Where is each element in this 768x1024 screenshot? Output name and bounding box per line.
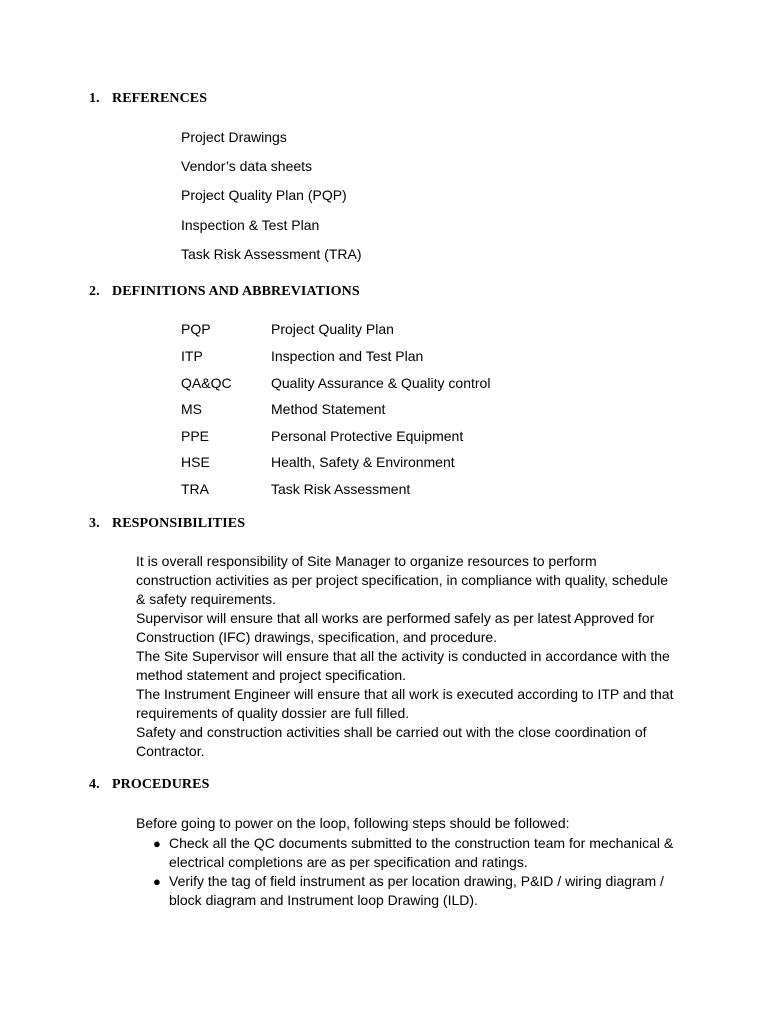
responsibility-paragraph: It is overall responsibility of Site Manager to organize resources to perform construction activities as per project specification, in compliance with quality, schedule & safety requirements. xyxy=(136,553,668,607)
responsibility-paragraph: Supervisor will ensure that all works are performed safely as per latest Approved for Construction (IFC) drawings, specification, and procedure. xyxy=(136,610,655,645)
section-number: 3. xyxy=(89,516,100,531)
section-title: PROCEDURES xyxy=(112,777,210,792)
responsibility-paragraph: The Site Supervisor will ensure that all the activity is conducted in accordance with the method statement and project specification. xyxy=(136,648,670,683)
procedures-intro: Before going to power on the loop, following steps should be followed: xyxy=(136,815,570,831)
section-heading-definitions xyxy=(89,284,360,300)
definition-row xyxy=(181,375,490,391)
definition-meaning: Method Statement xyxy=(271,401,386,417)
section-heading-procedures xyxy=(89,777,209,793)
definition-meaning: Task Risk Assessment xyxy=(271,481,411,497)
definition-abbreviation: PQP xyxy=(181,321,211,337)
section-heading-responsibilities xyxy=(89,516,245,532)
definition-abbreviation: TRA xyxy=(181,481,209,497)
definition-abbreviation: ITP xyxy=(181,348,203,364)
definition-meaning: Quality Assurance & Quality control xyxy=(271,375,491,391)
list-item xyxy=(136,834,676,872)
procedure-step: Check all the QC documents submitted to the construction team for mechanical & electrical completions are as per specification and ratings. xyxy=(169,835,674,870)
reference-item: Task Risk Assessment (TRA) xyxy=(181,246,362,262)
reference-item: Project Quality Plan (PQP) xyxy=(181,187,347,203)
bullet-icon: ● xyxy=(153,874,161,889)
procedures-list xyxy=(136,834,676,910)
definition-row xyxy=(181,401,385,417)
responsibilities-body xyxy=(136,552,676,761)
section-heading-references xyxy=(89,91,207,107)
reference-item: Vendor’s data sheets xyxy=(181,158,313,174)
procedure-step: Verify the tag of field instrument as per location drawing, P&ID / wiring diagram / block diagram and Instrument loop Drawing (ILD). xyxy=(169,873,664,908)
definition-abbreviation: MS xyxy=(181,401,202,417)
responsibility-paragraph: The Instrument Engineer will ensure that all work is executed according to ITP and that requirements of quality dossier are full filled. xyxy=(136,686,674,721)
definition-row xyxy=(181,481,410,497)
definition-abbreviation: QA&QC xyxy=(181,375,232,391)
definition-meaning: Project Quality Plan xyxy=(271,321,394,337)
section-title: RESPONSIBILITIES xyxy=(112,516,246,531)
definition-row xyxy=(181,428,463,444)
section-title: REFERENCES xyxy=(112,91,208,106)
reference-item: Project Drawings xyxy=(181,129,287,145)
definition-abbreviation: HSE xyxy=(181,454,210,470)
reference-item: Inspection & Test Plan xyxy=(181,217,320,233)
definition-row xyxy=(181,321,394,337)
definition-row xyxy=(181,454,455,470)
section-number: 2. xyxy=(89,284,100,299)
section-number: 1. xyxy=(89,91,100,106)
responsibility-paragraph: Safety and construction activities shall be carried out with the close coordination of Contractor. xyxy=(136,724,647,759)
section-number: 4. xyxy=(89,777,100,792)
definition-meaning: Inspection and Test Plan xyxy=(271,348,424,364)
section-title: DEFINITIONS AND ABBREVIATIONS xyxy=(112,284,360,299)
definition-abbreviation: PPE xyxy=(181,428,210,444)
bullet-icon: ● xyxy=(153,836,161,851)
definition-meaning: Health, Safety & Environment xyxy=(271,454,455,470)
list-item xyxy=(136,872,676,910)
definition-row xyxy=(181,348,423,364)
definition-meaning: Personal Protective Equipment xyxy=(271,428,464,444)
